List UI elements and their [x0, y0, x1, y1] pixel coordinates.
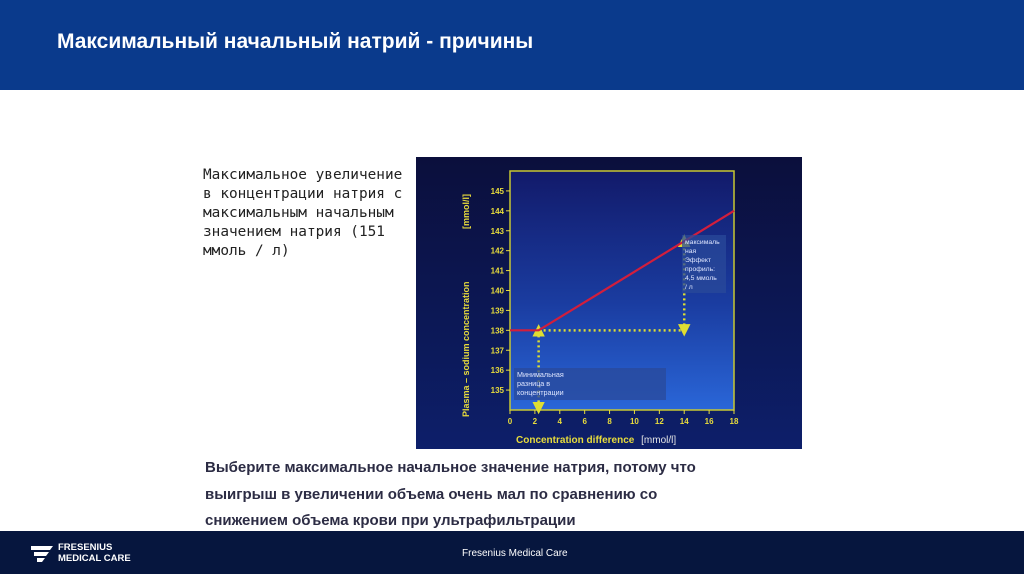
annotation-line: / л: [685, 284, 693, 291]
header-bar: [0, 0, 1024, 90]
fresenius-logo: [30, 542, 140, 564]
y-axis-unit: [mmol/l]: [461, 194, 471, 229]
page-title: Максимальный начальный натрий - причины: [57, 30, 534, 53]
annotation-line: разница в: [517, 379, 551, 388]
x-tick-label: 14: [679, 417, 689, 426]
y-tick-label: 139: [490, 306, 504, 316]
x-axis-label: [516, 435, 676, 446]
annotation-line: ная: [685, 248, 697, 255]
x-tick-label: 10: [629, 417, 639, 426]
x-tick-label: 2: [532, 417, 538, 426]
x-tick-label: 12: [654, 417, 664, 426]
conclusion-line: Выберите максимальное начальное значение натрия, потому что: [205, 459, 696, 476]
x-axis-unit: [mmol/l]: [641, 435, 677, 446]
sodium-chart: [416, 157, 802, 449]
y-tick-label: 135: [490, 386, 504, 396]
logo-line-2: MEDICAL CARE: [58, 553, 131, 564]
annotation-line: 4,5 ммоль: [685, 275, 717, 282]
y-axis-label: [461, 281, 471, 417]
y-tick-label: 141: [490, 266, 504, 276]
y-axis-title: Plasma – sodium concentration: [461, 281, 471, 417]
intro-line: максимальным начальным: [203, 205, 394, 221]
y-tick-label: 142: [490, 246, 504, 256]
intro-line: ммоль / л): [203, 243, 290, 259]
fresenius-logo-icon: [30, 542, 54, 564]
annotation-line: профиль:: [685, 266, 716, 273]
y-tick-label: 145: [490, 186, 504, 196]
conclusion-line: снижением объема крови при ультрафильтрации: [205, 512, 576, 529]
y-tick-label: 143: [490, 226, 504, 236]
footer-company-name: Fresenius Medical Care: [462, 548, 568, 559]
y-tick-label: 136: [490, 366, 504, 376]
chart-svg: [416, 157, 802, 449]
annotation-line: максималь: [685, 239, 720, 246]
x-tick-label: 6: [582, 417, 587, 426]
x-tick-label: 0: [507, 417, 513, 426]
annotation-line: концентрации: [517, 388, 564, 397]
y-tick-label: 137: [490, 346, 504, 356]
annotation-line: Минимальная: [517, 370, 564, 379]
conclusion-line: выигрыш в увеличении объема очень мал по сравнению со: [205, 485, 658, 503]
footer-bar: [0, 531, 1024, 574]
annotation-line: Эффект: [685, 257, 712, 264]
intro-text: [203, 166, 418, 261]
intro-line: в концентрации натрия с: [203, 186, 403, 202]
y-tick-label: 138: [490, 326, 504, 336]
x-tick-label: 18: [729, 417, 739, 426]
intro-line: значением натрия (151: [203, 224, 385, 240]
x-axis-title: Concentration difference: [516, 435, 635, 446]
y-tick-label: 144: [490, 206, 504, 216]
x-tick-label: 4: [557, 417, 563, 426]
intro-line: Максимальное увеличение: [203, 167, 403, 183]
logo-line-1: FRESENIUS: [58, 542, 113, 553]
conclusion-text: [205, 455, 805, 535]
x-tick-label: 16: [704, 417, 714, 426]
y-tick-label: 140: [490, 286, 504, 296]
x-tick-label: 8: [607, 417, 612, 426]
